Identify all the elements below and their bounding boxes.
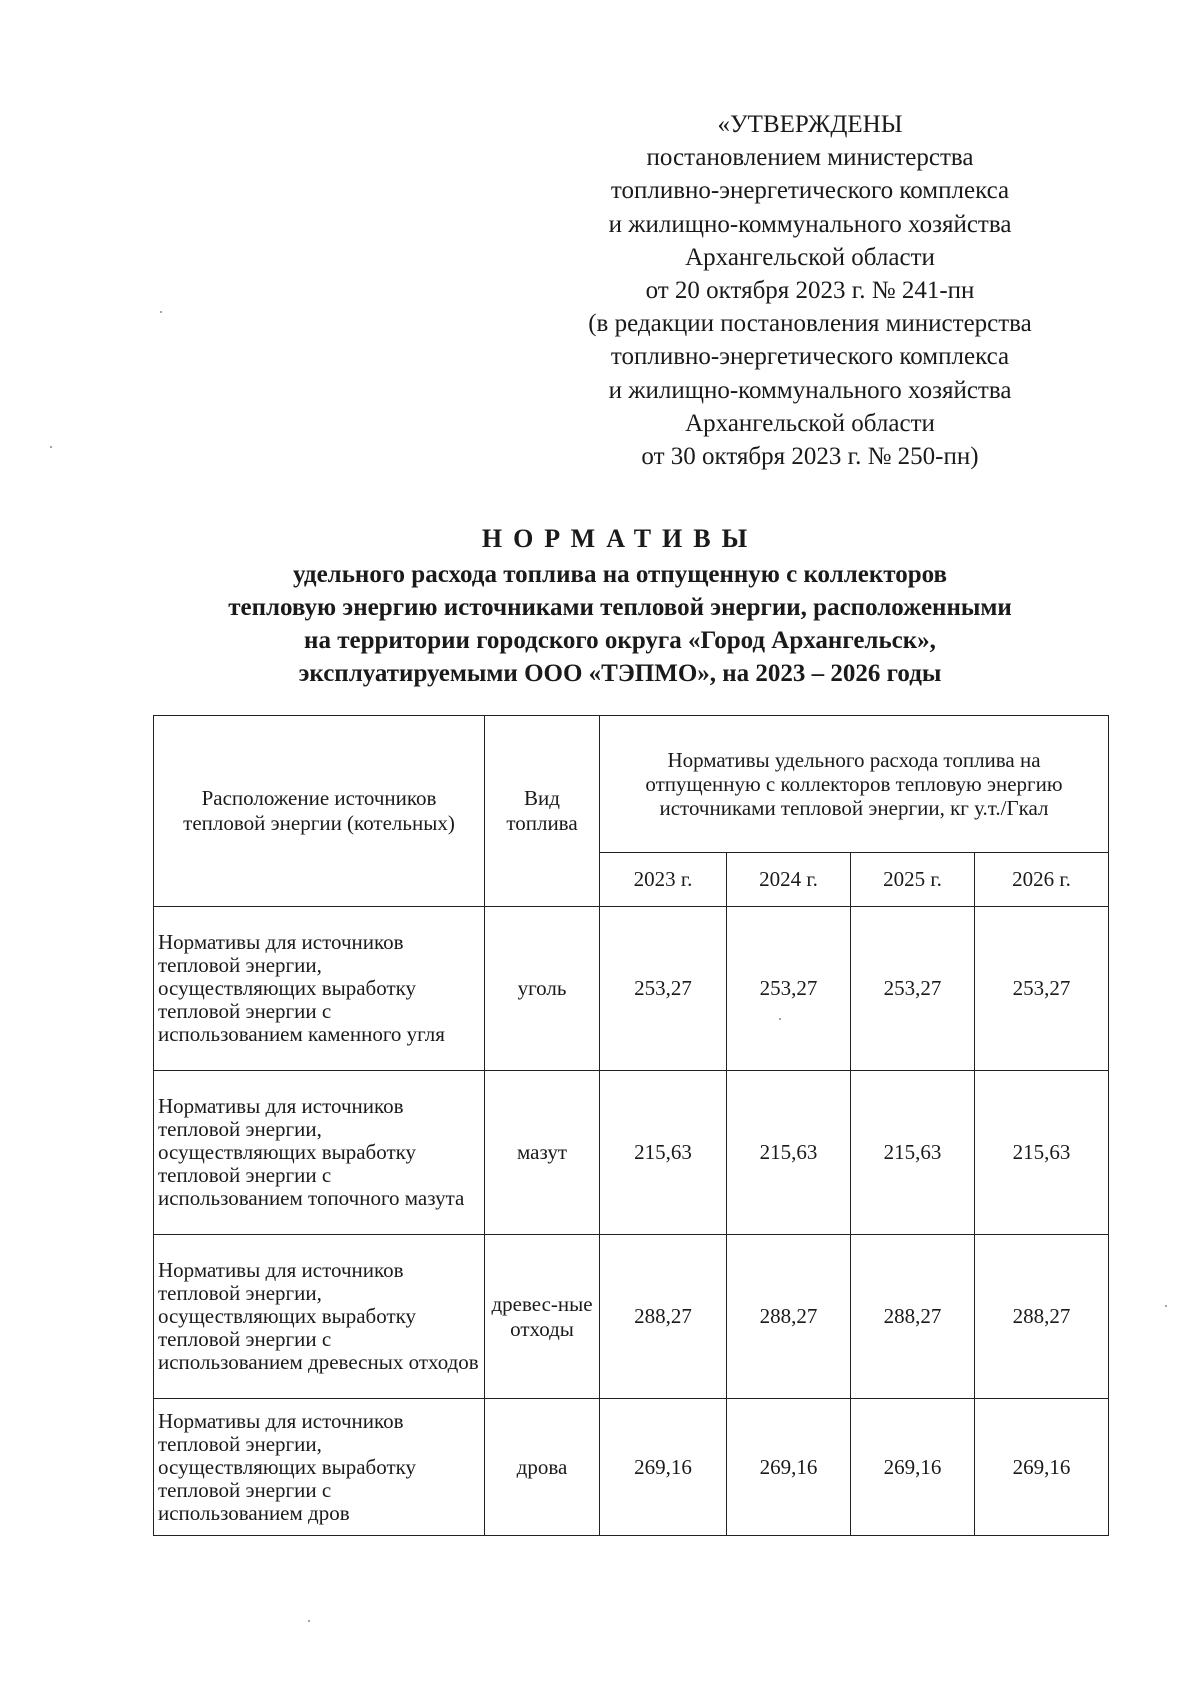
approval-line: топливно-энергетического комплекса [610, 343, 1010, 371]
approval-block [540, 108, 1080, 473]
approval-line: от 20 октября 2023 г. № 241-пн [645, 277, 975, 305]
header-year: 2023 г. [600, 853, 727, 907]
header-year: 2026 г. [975, 853, 1109, 907]
approval-line: топливно-энергетического комплекса [610, 177, 1010, 205]
approval-line: (в редакции постановления министерства [588, 310, 1032, 338]
table-row [154, 907, 1109, 1071]
title-subline: на территории городского округа «Город Архангельск», [304, 627, 936, 654]
row-value: 288,27 [851, 1235, 975, 1399]
row-value: 269,16 [851, 1399, 975, 1536]
row-description: Нормативы для источников тепловой энергии, осуществляющих выработку тепловой энергии с использованием каменного угля [154, 907, 485, 1071]
table-row [154, 1235, 1109, 1399]
row-value: 288,27 [975, 1235, 1109, 1399]
row-fuel: дрова [485, 1399, 600, 1536]
row-value: 253,27 [975, 907, 1109, 1071]
row-value: 253,27 [600, 907, 727, 1071]
row-description: Нормативы для источников тепловой энергии, осуществляющих выработку тепловой энергии с использованием топочного мазута [154, 1071, 485, 1235]
scan-speck [779, 1018, 781, 1020]
title-main: НОРМАТИВЫ [481, 524, 759, 553]
table-row [154, 1399, 1109, 1536]
scan-speck [50, 446, 52, 448]
title-subline: тепловую энергию источниками тепловой энергии, расположенными [228, 594, 1012, 621]
header-norms: Нормативы удельного расхода топлива на отпущенную с коллекторов тепловую энергию источниками тепловой энергии, кг у.т./Гкал [600, 716, 1109, 853]
row-value: 269,16 [600, 1399, 727, 1536]
row-value: 269,16 [975, 1399, 1109, 1536]
scan-speck [1165, 1305, 1167, 1307]
approval-line: Архангельской области [685, 409, 935, 437]
norms-table [153, 715, 1109, 1536]
approval-line: и жилищно-коммунального хозяйства [608, 210, 1012, 238]
row-value: 253,27 [727, 907, 851, 1071]
row-description: Нормативы для источников тепловой энергии, осуществляющих выработку тепловой энергии с использованием древесных отходов [154, 1235, 485, 1399]
header-fuel-type: Вид топлива [485, 716, 600, 907]
document-title [120, 522, 1120, 690]
title-subline: эксплуатируемыми ООО «ТЭПМО», на 2023 – 2026 годы [298, 660, 942, 687]
header-year: 2024 г. [727, 853, 851, 907]
approval-line: постановлением министерства [646, 144, 974, 172]
row-value: 288,27 [727, 1235, 851, 1399]
approval-line: Архангельской области [685, 243, 935, 271]
row-value: 269,16 [727, 1399, 851, 1536]
row-fuel: мазут [485, 1071, 600, 1235]
row-value: 288,27 [600, 1235, 727, 1399]
table-header-row [154, 716, 1109, 853]
approval-line: и жилищно-коммунального хозяйства [608, 376, 1012, 404]
scan-speck [160, 311, 162, 313]
title-subline: удельного расхода топлива на отпущенную с коллекторов [293, 561, 947, 588]
table-row [154, 1071, 1109, 1235]
approval-line: «УТВЕРЖДЕНЫ [717, 111, 903, 138]
row-value: 215,63 [975, 1071, 1109, 1235]
header-location: Расположение источников тепловой энергии (котельных) [154, 716, 485, 907]
header-year: 2025 г. [851, 853, 975, 907]
row-value: 215,63 [600, 1071, 727, 1235]
approval-line: от 30 октября 2023 г. № 250-пн) [641, 443, 979, 471]
row-fuel: древес-ные отходы [485, 1235, 600, 1399]
row-value: 215,63 [851, 1071, 975, 1235]
scan-speck [308, 1620, 310, 1622]
row-description: Нормативы для источников тепловой энергии, осуществляющих выработку тепловой энергии с использованием дров [154, 1399, 485, 1536]
row-fuel: уголь [485, 907, 600, 1071]
row-value: 253,27 [851, 907, 975, 1071]
row-value: 215,63 [727, 1071, 851, 1235]
